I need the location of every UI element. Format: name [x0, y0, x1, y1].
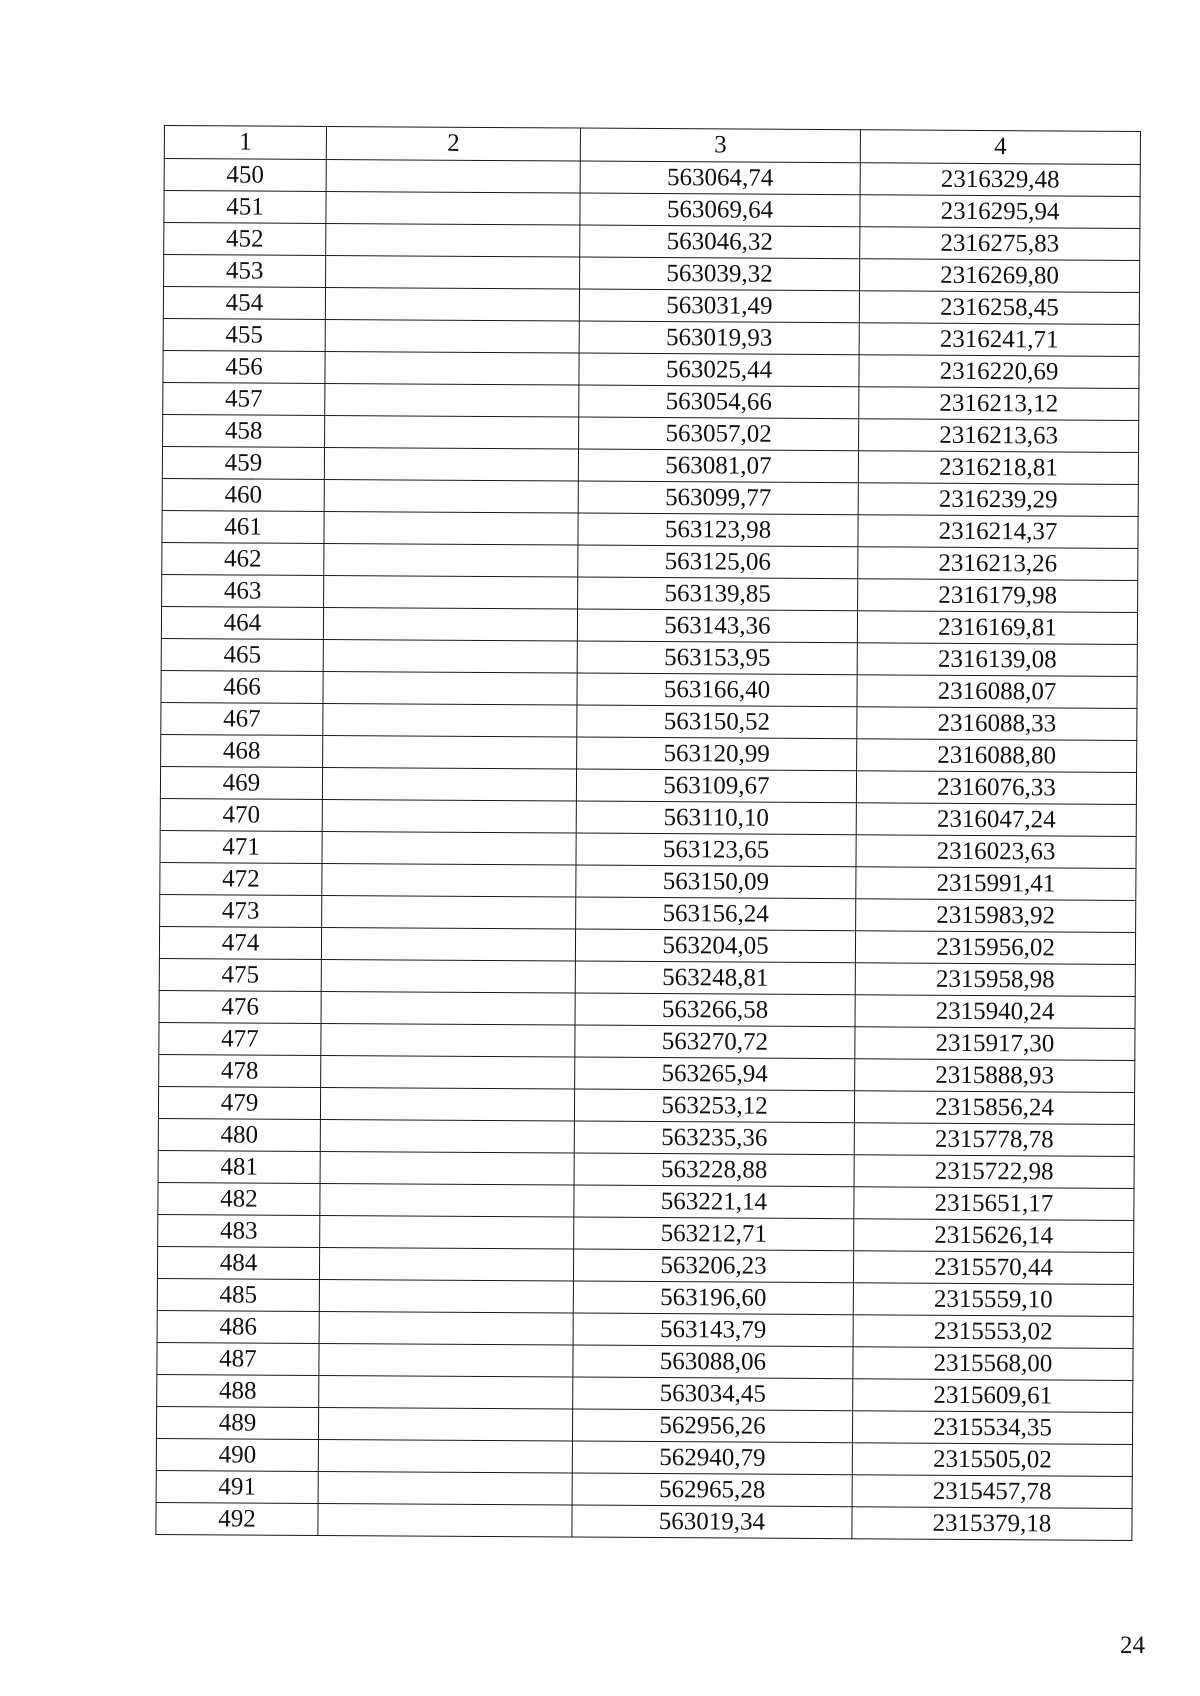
x-coordinate-cell: 563099,77	[578, 481, 858, 515]
point-number-cell: 457	[163, 382, 325, 415]
y-coordinate-cell: 2315457,78	[852, 1475, 1132, 1509]
x-coordinate-cell: 563228,88	[574, 1153, 854, 1187]
x-coordinate-cell: 563054,66	[579, 385, 859, 419]
y-coordinate-cell: 2316275,83	[860, 227, 1140, 261]
empty-cell	[324, 511, 578, 545]
point-number-cell: 468	[161, 734, 323, 767]
empty-cell	[318, 1407, 572, 1441]
empty-cell	[325, 351, 579, 385]
point-number-cell: 463	[162, 574, 324, 607]
empty-cell	[321, 927, 575, 961]
point-number-cell: 479	[158, 1086, 320, 1119]
x-coordinate-cell: 563212,71	[574, 1217, 854, 1251]
point-number-cell: 453	[164, 255, 326, 288]
empty-cell	[319, 1247, 573, 1281]
y-coordinate-cell: 2316220,69	[859, 355, 1139, 389]
empty-cell	[323, 703, 577, 737]
y-coordinate-cell: 2315991,41	[856, 867, 1136, 901]
point-number-cell: 490	[156, 1438, 318, 1471]
x-coordinate-cell: 563046,32	[580, 225, 860, 259]
point-number-cell: 476	[159, 990, 321, 1023]
empty-cell	[325, 319, 579, 353]
empty-cell	[326, 223, 580, 257]
x-coordinate-cell: 563153,95	[577, 641, 857, 675]
x-coordinate-cell: 563248,81	[575, 961, 855, 995]
empty-cell	[324, 479, 578, 513]
x-coordinate-cell: 563221,14	[574, 1185, 854, 1219]
x-coordinate-cell: 563143,79	[573, 1313, 853, 1347]
empty-cell	[324, 447, 578, 481]
y-coordinate-cell: 2316329,48	[860, 163, 1140, 197]
empty-cell	[325, 415, 579, 449]
empty-cell	[324, 575, 578, 609]
x-coordinate-cell: 563025,44	[579, 353, 859, 387]
y-coordinate-cell: 2316269,80	[860, 259, 1140, 293]
x-coordinate-cell: 562940,79	[572, 1441, 852, 1475]
y-coordinate-cell: 2315559,10	[853, 1283, 1133, 1317]
y-coordinate-cell: 2316213,63	[859, 419, 1139, 453]
y-coordinate-cell: 2315651,17	[854, 1187, 1134, 1221]
y-coordinate-cell: 2316179,98	[858, 579, 1138, 613]
point-number-cell: 461	[162, 510, 324, 543]
y-coordinate-cell: 2316076,33	[856, 771, 1136, 805]
x-coordinate-cell: 563265,94	[575, 1057, 855, 1091]
y-coordinate-cell: 2316088,07	[857, 675, 1137, 709]
y-coordinate-cell: 2316088,80	[857, 739, 1137, 773]
empty-cell	[319, 1343, 573, 1377]
y-coordinate-cell: 2315917,30	[855, 1027, 1135, 1061]
empty-cell	[324, 543, 578, 577]
point-number-cell: 477	[159, 1022, 321, 1055]
empty-cell	[320, 1087, 574, 1121]
empty-cell	[318, 1439, 572, 1473]
point-number-cell: 462	[162, 542, 324, 575]
y-coordinate-cell: 2316241,71	[859, 323, 1139, 357]
x-coordinate-cell: 563270,72	[575, 1025, 855, 1059]
x-coordinate-cell: 563235,36	[574, 1121, 854, 1155]
x-coordinate-cell: 563166,40	[577, 673, 857, 707]
point-number-cell: 470	[160, 798, 322, 831]
empty-cell	[323, 735, 577, 769]
point-number-cell: 466	[161, 670, 323, 703]
point-number-cell: 478	[159, 1054, 321, 1087]
column-header: 4	[860, 130, 1140, 165]
x-coordinate-cell: 563064,74	[580, 161, 860, 195]
x-coordinate-cell: 563123,65	[576, 833, 856, 867]
point-number-cell: 465	[161, 638, 323, 671]
y-coordinate-cell: 2315722,98	[854, 1155, 1134, 1189]
y-coordinate-cell: 2316213,26	[858, 547, 1138, 581]
x-coordinate-cell: 563156,24	[576, 897, 856, 931]
x-coordinate-cell: 563019,34	[572, 1505, 852, 1539]
point-number-cell: 455	[163, 318, 325, 351]
y-coordinate-cell: 2315570,44	[853, 1251, 1133, 1285]
empty-cell	[319, 1279, 573, 1313]
y-coordinate-cell: 2315379,18	[852, 1507, 1132, 1541]
y-coordinate-cell: 2316295,94	[860, 195, 1140, 229]
empty-cell	[323, 607, 577, 641]
y-coordinate-cell: 2316218,81	[858, 451, 1138, 485]
point-number-cell: 471	[160, 830, 322, 863]
y-coordinate-cell: 2315958,98	[855, 963, 1135, 997]
x-coordinate-cell: 563034,45	[573, 1377, 853, 1411]
page-number: 24	[1120, 1632, 1145, 1659]
empty-cell	[326, 159, 580, 193]
x-coordinate-cell: 563069,64	[580, 193, 860, 227]
empty-cell	[326, 255, 580, 289]
empty-cell	[321, 959, 575, 993]
x-coordinate-cell: 563143,36	[577, 609, 857, 643]
point-number-cell: 452	[164, 223, 326, 256]
point-number-cell: 483	[158, 1214, 320, 1247]
empty-cell	[321, 991, 575, 1025]
empty-cell	[322, 767, 576, 801]
column-header: 3	[580, 128, 860, 163]
point-number-cell: 464	[161, 606, 323, 639]
y-coordinate-cell: 2315940,24	[855, 995, 1135, 1029]
table-row	[156, 1502, 1132, 1540]
empty-cell	[325, 287, 579, 321]
empty-cell	[320, 1183, 574, 1217]
point-number-cell: 459	[162, 446, 324, 479]
x-coordinate-cell: 563088,06	[573, 1345, 853, 1379]
y-coordinate-cell: 2316139,08	[857, 643, 1137, 677]
point-number-cell: 485	[157, 1278, 319, 1311]
y-coordinate-cell: 2315534,35	[852, 1411, 1132, 1445]
y-coordinate-cell: 2316239,29	[858, 483, 1138, 517]
x-coordinate-cell: 563139,85	[578, 577, 858, 611]
point-number-cell: 481	[158, 1150, 320, 1183]
y-coordinate-cell: 2316047,24	[856, 803, 1136, 837]
point-number-cell: 450	[164, 159, 326, 192]
empty-cell	[322, 895, 576, 929]
x-coordinate-cell: 563039,32	[580, 257, 860, 291]
point-number-cell: 451	[164, 191, 326, 224]
coordinates-table	[155, 125, 1141, 1541]
y-coordinate-cell: 2315505,02	[852, 1443, 1132, 1477]
x-coordinate-cell: 563081,07	[578, 449, 858, 483]
empty-cell	[323, 639, 577, 673]
y-coordinate-cell: 2316169,81	[857, 611, 1137, 645]
point-number-cell: 454	[163, 287, 325, 320]
point-number-cell: 482	[158, 1182, 320, 1215]
empty-cell	[320, 1151, 574, 1185]
empty-cell	[318, 1471, 572, 1505]
empty-cell	[322, 831, 576, 865]
x-coordinate-cell: 562956,26	[572, 1409, 852, 1443]
empty-cell	[326, 191, 580, 225]
empty-cell	[322, 799, 576, 833]
x-coordinate-cell: 563150,52	[577, 705, 857, 739]
point-number-cell: 456	[163, 350, 325, 383]
point-number-cell: 474	[159, 926, 321, 959]
point-number-cell: 492	[156, 1502, 318, 1535]
x-coordinate-cell: 563150,09	[576, 865, 856, 899]
x-coordinate-cell: 563019,93	[579, 321, 859, 355]
x-coordinate-cell: 563057,02	[579, 417, 859, 451]
empty-cell	[320, 1119, 574, 1153]
x-coordinate-cell: 563266,58	[575, 993, 855, 1027]
y-coordinate-cell: 2316258,45	[859, 291, 1139, 325]
x-coordinate-cell: 563123,98	[578, 513, 858, 547]
x-coordinate-cell: 563204,05	[575, 929, 855, 963]
point-number-cell: 486	[157, 1310, 319, 1343]
y-coordinate-cell: 2316213,12	[859, 387, 1139, 421]
y-coordinate-cell: 2315553,02	[853, 1315, 1133, 1349]
x-coordinate-cell: 563120,99	[577, 737, 857, 771]
y-coordinate-cell: 2315856,24	[854, 1091, 1134, 1125]
y-coordinate-cell: 2315626,14	[854, 1219, 1134, 1253]
point-number-cell: 491	[156, 1470, 318, 1503]
point-number-cell: 460	[162, 478, 324, 511]
empty-cell	[323, 671, 577, 705]
empty-cell	[321, 1055, 575, 1089]
y-coordinate-cell: 2315956,02	[855, 931, 1135, 965]
y-coordinate-cell: 2316023,63	[856, 835, 1136, 869]
empty-cell	[321, 1023, 575, 1057]
x-coordinate-cell: 562965,28	[572, 1473, 852, 1507]
point-number-cell: 480	[158, 1118, 320, 1151]
x-coordinate-cell: 563253,12	[574, 1089, 854, 1123]
point-number-cell: 488	[157, 1374, 319, 1407]
point-number-cell: 472	[160, 862, 322, 895]
x-coordinate-cell: 563031,49	[579, 289, 859, 323]
empty-cell	[319, 1375, 573, 1409]
y-coordinate-cell: 2315568,00	[853, 1347, 1133, 1381]
point-number-cell: 489	[156, 1406, 318, 1439]
empty-cell	[318, 1503, 572, 1537]
empty-cell	[319, 1311, 573, 1345]
column-header: 2	[326, 126, 580, 161]
empty-cell	[320, 1215, 574, 1249]
point-number-cell: 484	[157, 1246, 319, 1279]
table-body	[156, 159, 1140, 1541]
x-coordinate-cell: 563109,67	[576, 769, 856, 803]
point-number-cell: 467	[161, 702, 323, 735]
y-coordinate-cell: 2315778,78	[854, 1123, 1134, 1157]
x-coordinate-cell: 563125,06	[578, 545, 858, 579]
point-number-cell: 473	[160, 894, 322, 927]
x-coordinate-cell: 563206,23	[573, 1249, 853, 1283]
empty-cell	[325, 383, 579, 417]
y-coordinate-cell: 2316214,37	[858, 515, 1138, 549]
point-number-cell: 487	[157, 1342, 319, 1375]
point-number-cell: 458	[163, 414, 325, 447]
x-coordinate-cell: 563110,10	[576, 801, 856, 835]
y-coordinate-cell: 2316088,33	[857, 707, 1137, 741]
column-header: 1	[164, 126, 326, 160]
point-number-cell: 469	[160, 766, 322, 799]
y-coordinate-cell: 2315609,61	[853, 1379, 1133, 1413]
point-number-cell: 475	[159, 958, 321, 991]
y-coordinate-cell: 2315888,93	[855, 1059, 1135, 1093]
y-coordinate-cell: 2315983,92	[856, 899, 1136, 933]
x-coordinate-cell: 563196,60	[573, 1281, 853, 1315]
empty-cell	[322, 863, 576, 897]
